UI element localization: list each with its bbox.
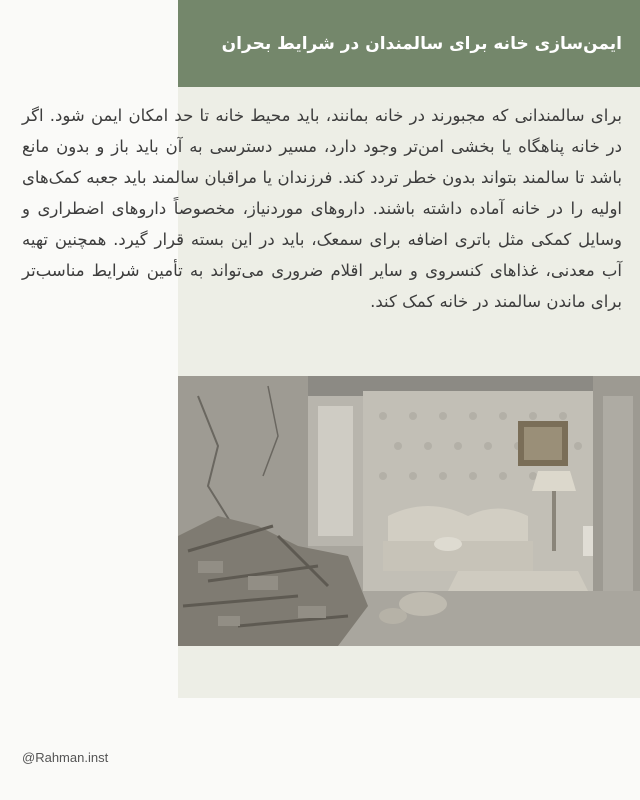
damaged-room-photo <box>178 376 640 646</box>
title-banner <box>178 0 640 87</box>
instagram-handle: @Rahman.inst <box>22 750 109 765</box>
page-title: ایمن‌سازی خانه برای سالمندان در شرایط بحران <box>221 33 622 54</box>
article-body: برای سالمندانی که مجبورند در خانه بمانند، باید محیط خانه تا حد امکان ایمن شود. اگر در خانه پناهگاه یا بخشی امن‌تر وجود دارد، مسیر دسترسی به آن باید باز و بدون مانع باشد تا سالمند بتواند بدون خطر تردد کند. فرزندان یا مراقبان سالمند باید جعبه کمک‌های اولیه را در خانه آماده داشته باشند. داروهای موردنیاز، مخصوصاً داروهای اضطراری و وسایل کمکی مثل باتری اضافه برای سمعک، باید در این بسته قرار گیرد. همچنین تهیه آب معدنی، غذاهای کنسروی و سایر اقلام ضروری می‌تواند به تأمین شرایط مناسب‌تر برای ماندن سالمند در خانه کمک کند. <box>22 106 622 311</box>
